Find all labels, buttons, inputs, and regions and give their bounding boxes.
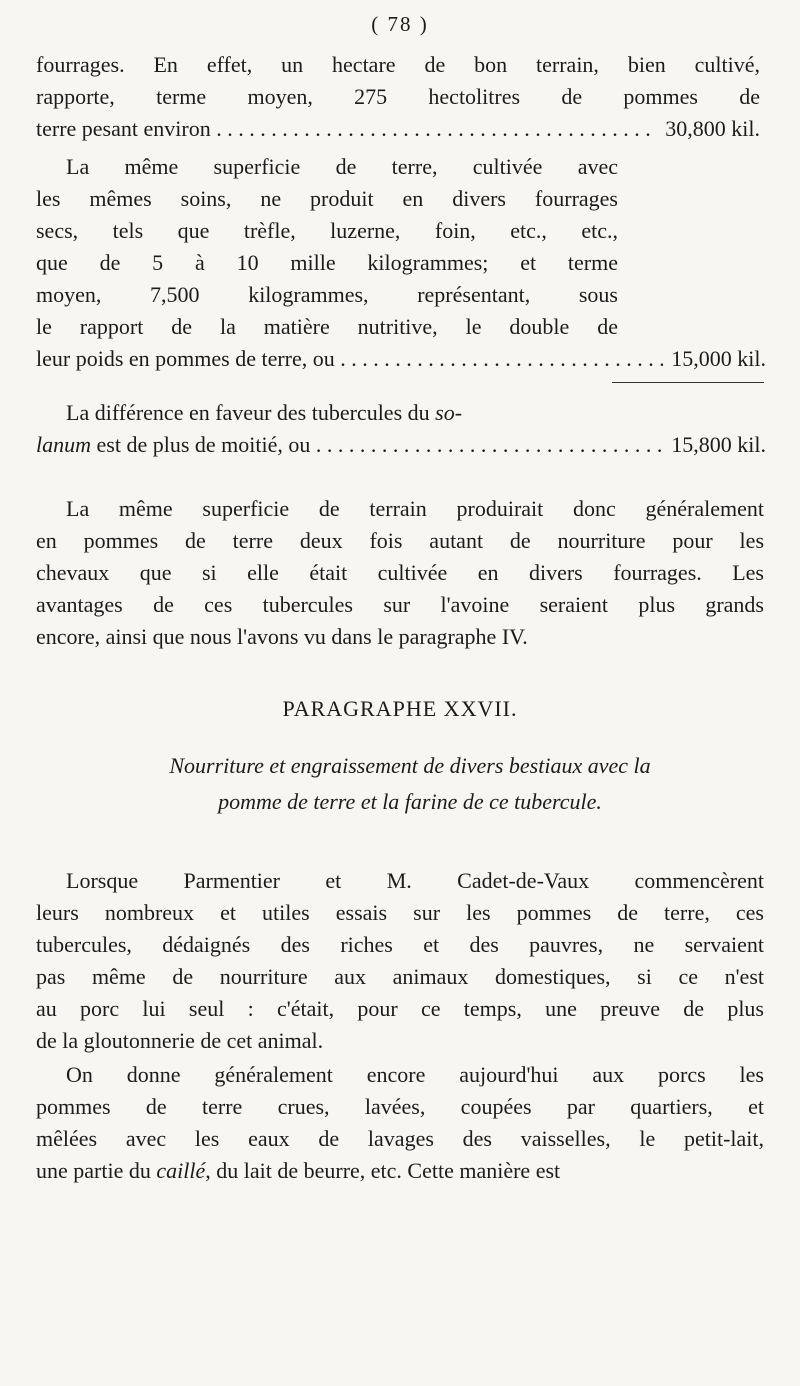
text-line: moyen, 7,500 kilogrammes, représentant, sous bbox=[36, 282, 618, 307]
italic-text: so- bbox=[435, 400, 463, 425]
text-span: , du lait de beurre, etc. Cette manière est bbox=[205, 1158, 561, 1183]
leader-value: 15,800 kil. bbox=[671, 432, 766, 457]
text-line: Lorsque Parmentier et M. Cadet-de-Vaux commencèrent bbox=[66, 868, 764, 893]
text-span: une partie du bbox=[36, 1158, 157, 1183]
section-heading: PARAGRAPHE XXVII. bbox=[282, 696, 518, 721]
text-line: le rapport de la matière nutritive, le double de bbox=[36, 314, 618, 339]
text-line: pommes de terre crues, lavées, coupées par quartiers, et bbox=[36, 1094, 764, 1119]
text-line: que de 5 à 10 mille kilogrammes; et terme bbox=[36, 250, 618, 275]
italic-text: caillé bbox=[156, 1158, 206, 1183]
text-line: les mêmes soins, ne produit en divers fourrages bbox=[36, 186, 618, 211]
text-line: au porc lui seul : c'était, pour ce temps, une preuve de plus bbox=[36, 996, 764, 1021]
leader-text: terre pesant environ . . . bbox=[36, 114, 657, 144]
leader-value: 15,000 kil. bbox=[671, 346, 766, 371]
leader-text bbox=[36, 430, 663, 460]
section-subtitle-line: pomme de terre et la farine de ce tubercule. bbox=[218, 789, 602, 814]
text-line bbox=[36, 1156, 560, 1186]
text-line: fourrages. En effet, un hectare de bon terrain, bien cultivé, bbox=[36, 52, 760, 77]
text-line bbox=[66, 398, 618, 428]
leader-value: 30,800 kil. bbox=[665, 116, 760, 141]
section-subtitle-line: Nourriture et engraissement de divers bestiaux avec la bbox=[169, 753, 651, 778]
leader-text: leur poids en pommes de terre, ou . . . bbox=[36, 344, 663, 374]
text-line: La même superficie de terre, cultivée avec bbox=[66, 154, 618, 179]
text-line: tubercules, dédaignés des riches et des pauvres, ne servaient bbox=[36, 932, 764, 957]
text-line: chevaux que si elle était cultivée en divers fourrages. Les bbox=[36, 560, 764, 585]
text-line-leader bbox=[36, 344, 766, 374]
text-line: On donne généralement encore aujourd'hui aux porcs les bbox=[66, 1062, 764, 1087]
text-line-leader bbox=[36, 114, 760, 144]
text-line: en pommes de terre deux fois autant de nourriture pour les bbox=[36, 528, 764, 553]
text-line: avantages de ces tubercules sur l'avoine seraient plus grands bbox=[36, 592, 764, 617]
sum-rule bbox=[612, 382, 764, 383]
text-line: encore, ainsi que nous l'avons vu dans le paragraphe IV. bbox=[36, 624, 528, 649]
text-line-leader bbox=[36, 430, 766, 460]
italic-text: lanum bbox=[36, 432, 91, 457]
page-number: ( 78 ) bbox=[371, 12, 429, 36]
text-line: leurs nombreux et utiles essais sur les pommes de terre, ces bbox=[36, 900, 764, 925]
text-span: La différence en faveur des tubercules du bbox=[66, 400, 436, 425]
text-span: est de plus de moitié, ou bbox=[91, 432, 311, 457]
text-line: secs, tels que trèfle, luzerne, foin, etc., etc., bbox=[36, 218, 618, 243]
text-line: La même superficie de terrain produirait donc généralement bbox=[66, 496, 764, 521]
text-line: de la gloutonnerie de cet animal. bbox=[36, 1028, 324, 1053]
text-line: pas même de nourriture aux animaux domestiques, si ce n'est bbox=[36, 964, 764, 989]
text-line: rapporte, terme moyen, 275 hectolitres de pommes de bbox=[36, 84, 760, 109]
text-line: mêlées avec les eaux de lavages des vaisselles, le petit-lait, bbox=[36, 1126, 764, 1151]
